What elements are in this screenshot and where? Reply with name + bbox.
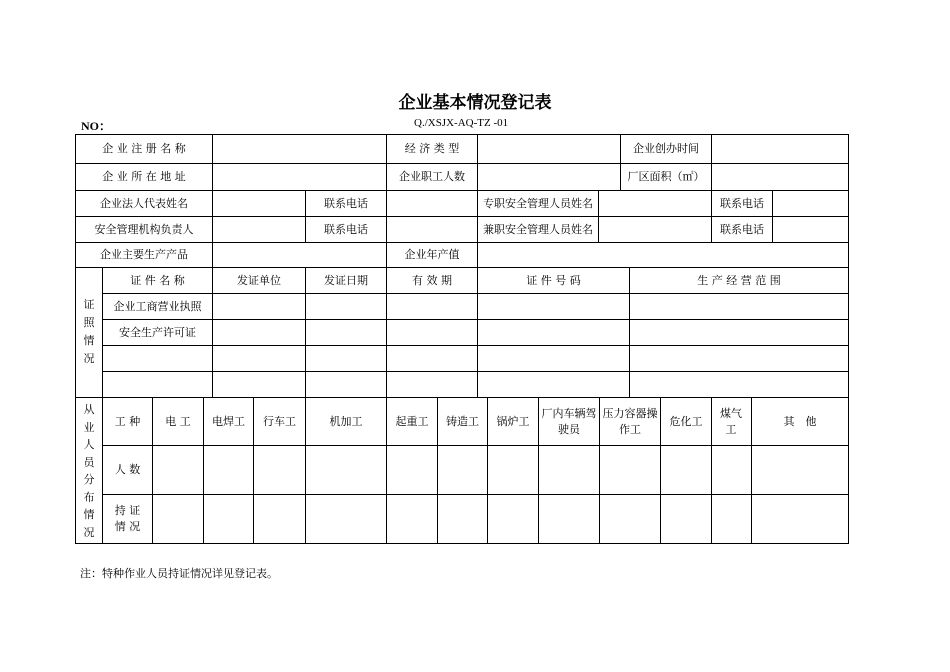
- value-founded-time[interactable]: [712, 135, 848, 163]
- value-address[interactable]: [213, 164, 386, 190]
- worker-type-crane-driver: 行车工: [263, 414, 296, 428]
- worker-type-welder: 电焊工: [212, 414, 245, 428]
- worker-type-gas: 煤气工: [720, 406, 742, 436]
- value-fulltime-safety-manager[interactable]: [599, 191, 711, 216]
- value-annual-output[interactable]: [478, 243, 848, 267]
- label-annual-output: 企业年产值: [404, 248, 460, 261]
- value-legal-representative[interactable]: [213, 191, 305, 216]
- number-label: NO：: [81, 119, 112, 133]
- label-legal-representative: 企业法人代表姓名: [100, 196, 188, 210]
- value-phone-1[interactable]: [387, 191, 477, 216]
- label-safety-head: 安全管理机构负责人: [94, 222, 194, 236]
- worker-type-hoist-operator: 起重工: [395, 414, 429, 428]
- value-phone-3[interactable]: [387, 217, 477, 242]
- label-founded-time: 企业创办时间: [633, 142, 699, 155]
- cert-row-safety-permit: 安全生产许可证: [119, 325, 196, 339]
- label-phone-1: 联系电话: [324, 196, 368, 210]
- cert-row-business-license: 企业工商营业执照: [113, 299, 202, 313]
- value-registered-name[interactable]: [213, 135, 386, 163]
- cert-header-issue-date: 发证日期: [324, 273, 368, 287]
- worker-type-hazchem: 危化工: [669, 414, 703, 428]
- cert-header-scope: 生 产 经 营 范 围: [697, 273, 781, 287]
- value-main-products[interactable]: [213, 243, 386, 267]
- value-safety-head[interactable]: [213, 217, 305, 242]
- label-registered-name: 企 业 注 册 名 称: [102, 142, 186, 155]
- worker-cert-label: 持 证 情 况: [114, 504, 141, 533]
- cert-header-validity: 有 效 期: [412, 273, 452, 287]
- workers-side-label: 从业人员分布情况: [83, 403, 95, 539]
- label-employee-count: 企业职工人数: [399, 170, 465, 183]
- cert-header-number: 证 件 号 码: [526, 273, 581, 287]
- worker-type-other: 其 他: [783, 414, 817, 428]
- cert-header-name: 证 件 名 称: [130, 273, 185, 287]
- label-phone-2: 联系电话: [720, 196, 764, 210]
- worker-type-boiler: 锅炉工: [496, 414, 530, 428]
- value-parttime-safety-manager[interactable]: [599, 217, 711, 242]
- cert-header-issuer: 发证单位: [237, 273, 281, 287]
- worker-type-electrician: 电 工: [165, 414, 191, 428]
- worker-type-label: 工 种: [114, 414, 141, 428]
- label-phone-4: 联系电话: [720, 222, 764, 236]
- label-main-products: 企业主要生产产品: [100, 248, 188, 261]
- value-plant-area[interactable]: [712, 164, 848, 190]
- label-fulltime-safety-manager: 专职安全管理人员姓名: [483, 196, 593, 210]
- document-code: Q./XSJX-AQ-TZ -01: [414, 117, 509, 129]
- label-phone-3: 联系电话: [324, 222, 368, 236]
- label-parttime-safety-manager: 兼职安全管理人员姓名: [483, 222, 593, 236]
- certificates-side-label: 证照情况: [83, 298, 95, 365]
- footnote: 注：特种作业人员持证情况详见登记表。: [80, 567, 278, 580]
- label-economic-type: 经 济 类 型: [404, 142, 460, 155]
- label-address: 企 业 所 在 地 址: [102, 170, 186, 183]
- value-employee-count[interactable]: [478, 164, 620, 190]
- value-phone-4[interactable]: [773, 217, 848, 242]
- page-title: 企业基本情况登记表: [398, 93, 552, 113]
- worker-type-foundry: 铸造工: [446, 414, 479, 428]
- label-plant-area: 厂区面积（㎡）: [627, 170, 705, 183]
- worker-type-machinist: 机加工: [329, 414, 363, 428]
- worker-type-pressure-vessel: 压力容器操作工: [602, 406, 658, 436]
- worker-type-vehicle-driver: 厂内车辆驾驶员: [541, 406, 597, 436]
- value-phone-2[interactable]: [773, 191, 848, 216]
- value-economic-type[interactable]: [478, 135, 620, 163]
- worker-count-label: 人 数: [114, 463, 141, 476]
